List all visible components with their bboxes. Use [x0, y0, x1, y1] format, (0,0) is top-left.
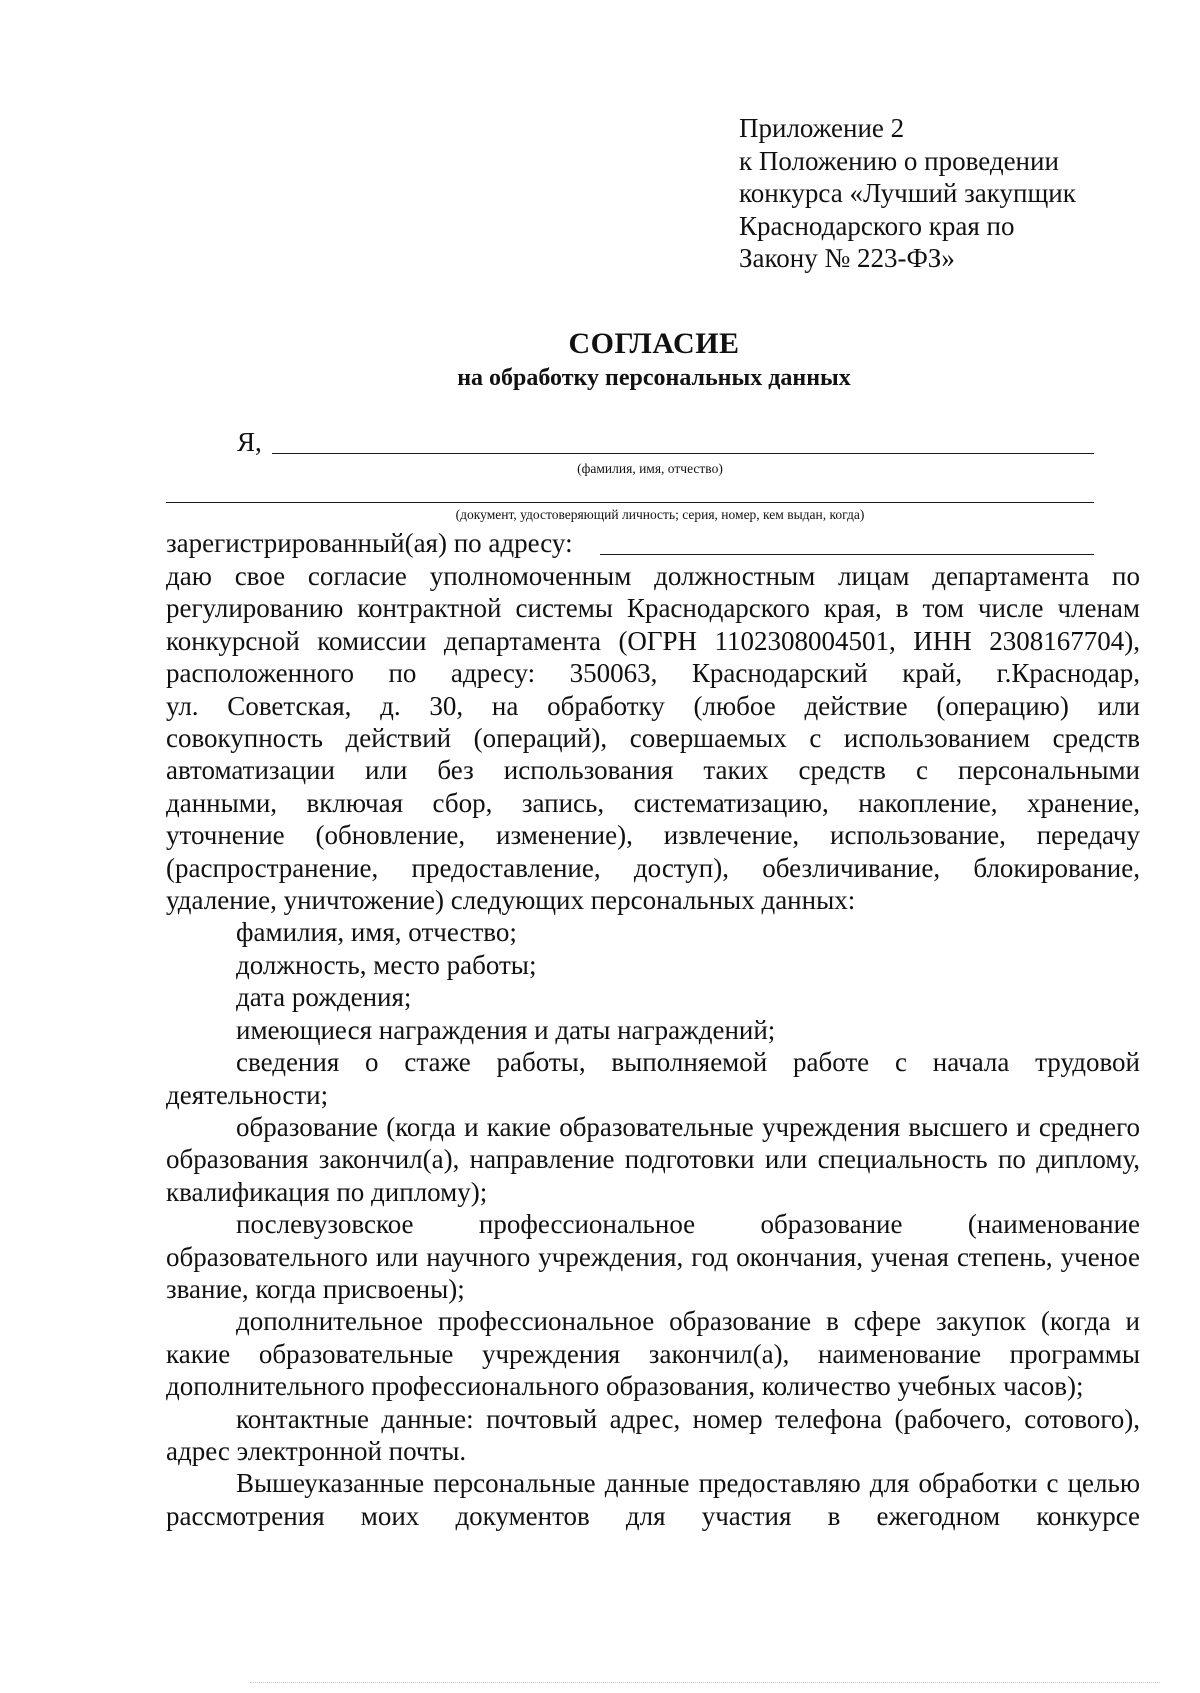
address-field-line[interactable]	[600, 554, 1094, 555]
name-field-caption: (фамилия, имя, отчество)	[577, 461, 723, 476]
consent-line: данными, включая сбор, запись, систематизацию, накопление, хранение,	[166, 787, 1140, 818]
scan-edge-divider	[250, 1682, 1160, 1683]
appendix-line: Краснодарского края по	[739, 210, 1015, 241]
appendix-line: конкурса «Лучший закупщик	[739, 178, 1076, 208]
consent-line: ул. Советская, д. 30, на обработку (любое действие (операцию) или	[166, 690, 1140, 721]
consent-line: удаление, уничтожение) следующих персональных данных:	[166, 885, 856, 916]
consent-line: совокупность действий (операций), совершаемых с использованием средств	[166, 723, 1140, 754]
data-list-item: фамилия, имя, отчество;	[236, 917, 517, 948]
data-list-item: имеющиеся награждения и даты награждений;	[236, 1014, 776, 1045]
consent-line: конкурсной комиссии департамента (ОГРН 1102308004501, ИНН 2308167704),	[166, 625, 1140, 656]
appendix-header	[739, 112, 1159, 275]
appendix-line: Закону № 223-ФЗ»	[739, 243, 955, 273]
data-list-item: образование (когда и какие образовательные учреждения высшего и среднего образования закончил(а), направление подготовки или специальность по диплому, квалификация по диплому);	[166, 1111, 1140, 1207]
data-list-item: дополнительное профессиональное образование в сфере закупок (когда и какие образовательные учреждения закончил(а), наименование программы дополнительного профессионального образования, количество учебных часов);	[166, 1306, 1140, 1402]
consent-body	[166, 560, 1140, 1532]
name-field-line[interactable]	[272, 453, 1094, 454]
consent-line: автоматизации или без использования таких средств с персональными	[166, 755, 1140, 786]
data-list-item: контактные данные: почтовый адрес, номер телефона (рабочего, сотового), адрес электронной почты.	[166, 1403, 1140, 1466]
data-list-item: должность, место работы;	[236, 949, 537, 980]
data-list-item: дата рождения;	[236, 982, 412, 1013]
closing-paragraph: Вышеуказанные персональные данные предоставляю для обработки с целью рассмотрения моих документов для участия в ежегодном конкурсе	[166, 1468, 1140, 1531]
data-list-item: сведения о стаже работы, выполняемой работе с начала трудовой деятельности;	[166, 1047, 1140, 1110]
consent-line: уточнение (обновление, изменение), извлечение, использование, передачу	[166, 820, 1140, 851]
document-field-caption: (документ, удостоверяющий личность; серия, номер, кем выдан, когда)	[455, 507, 865, 522]
consent-line: регулированию контрактной системы Краснодарского края, в том числе членам	[166, 593, 1140, 624]
consent-line: даю свое согласие уполномоченным должностным лицам департамента по	[166, 561, 1140, 591]
document-title: СОГЛАСИЕ	[568, 327, 740, 360]
appendix-line: к Положению о проведении	[739, 145, 1059, 176]
data-list-item: послевузовское профессиональное образование (наименование образовательного или научного учреждения, год окончания, ученая степень, ученое звание, когда присвоены);	[166, 1209, 1140, 1304]
appendix-line: Приложение 2	[739, 113, 905, 143]
document-field-line[interactable]	[166, 502, 1094, 503]
address-label: зарегистрированный(ая) по адресу:	[166, 528, 573, 558]
consent-line: (распространение, предоставление, доступ), обезличивание, блокирование,	[166, 852, 1140, 883]
document-subtitle: на обработку персональных данных	[457, 365, 851, 391]
consent-line: расположенного по адресу: 350063, Краснодарский край, г.Краснодар,	[166, 658, 1140, 689]
ya-label: Я,	[237, 427, 262, 457]
